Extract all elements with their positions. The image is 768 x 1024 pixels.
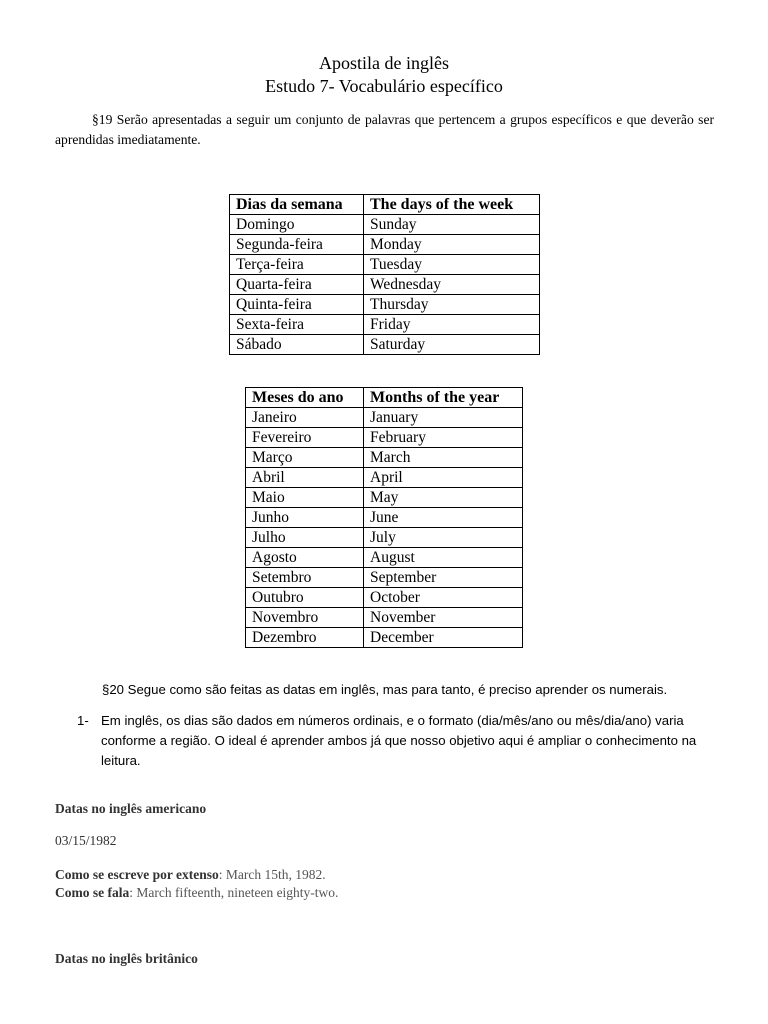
cell-pt: Agosto bbox=[246, 548, 364, 568]
cell-pt: Outubro bbox=[246, 588, 364, 608]
cell-en: November bbox=[364, 608, 523, 628]
cell-en: July bbox=[364, 528, 523, 548]
cell-en: February bbox=[364, 428, 523, 448]
table-row bbox=[246, 428, 523, 448]
cell-en: August bbox=[364, 548, 523, 568]
spoken-form-line bbox=[55, 884, 338, 902]
cell-en: Friday bbox=[364, 315, 540, 335]
cell-en: April bbox=[364, 468, 523, 488]
cell-en: Sunday bbox=[364, 215, 540, 235]
table-row bbox=[246, 488, 523, 508]
cell-pt: Sábado bbox=[230, 335, 364, 355]
table-row bbox=[230, 335, 540, 355]
header-cell-en: The days of the week bbox=[364, 195, 540, 215]
cell-pt: Segunda-feira bbox=[230, 235, 364, 255]
cell-en: Tuesday bbox=[364, 255, 540, 275]
spoken-form-value: : March fifteenth, nineteen eighty-two. bbox=[129, 885, 339, 900]
british-dates-heading: Datas no inglês britânico bbox=[55, 951, 198, 966]
table-header-row bbox=[246, 388, 523, 408]
table-row bbox=[246, 548, 523, 568]
days-of-week-table bbox=[229, 194, 540, 355]
table-row bbox=[246, 588, 523, 608]
cell-pt: Março bbox=[246, 448, 364, 468]
cell-en: Thursday bbox=[364, 295, 540, 315]
table-header-row bbox=[230, 195, 540, 215]
written-form-label: Como se escreve por extenso bbox=[55, 867, 219, 882]
header-cell-pt: Meses do ano bbox=[246, 388, 364, 408]
document-subtitle: Estudo 7- Vocabulário específico bbox=[265, 76, 503, 96]
table-row bbox=[246, 528, 523, 548]
cell-pt: Junho bbox=[246, 508, 364, 528]
written-form-value: : March 15th, 1982. bbox=[218, 867, 326, 882]
spoken-form-label: Como se fala bbox=[55, 885, 130, 900]
paragraph-20: §20 Segue como são feitas as datas em inglês, mas para tanto, é preciso aprender os numerais. bbox=[102, 682, 668, 697]
cell-en: March bbox=[364, 448, 523, 468]
cell-pt: Terça-feira bbox=[230, 255, 364, 275]
list-item-number: 1- bbox=[77, 713, 89, 728]
document-title: Apostila de inglês bbox=[319, 53, 449, 73]
cell-en: Saturday bbox=[364, 335, 540, 355]
cell-en: January bbox=[364, 408, 523, 428]
cell-pt: Abril bbox=[246, 468, 364, 488]
table-row bbox=[246, 608, 523, 628]
cell-en: May bbox=[364, 488, 523, 508]
cell-en: September bbox=[364, 568, 523, 588]
cell-pt: Quarta-feira bbox=[230, 275, 364, 295]
cell-pt: Quinta-feira bbox=[230, 295, 364, 315]
table-row bbox=[246, 628, 523, 648]
table-row bbox=[230, 255, 540, 275]
table-row bbox=[230, 215, 540, 235]
cell-pt: Janeiro bbox=[246, 408, 364, 428]
header-cell-pt: Dias da semana bbox=[230, 195, 364, 215]
months-of-year-table bbox=[245, 387, 523, 648]
table-row bbox=[246, 508, 523, 528]
cell-pt: Sexta-feira bbox=[230, 315, 364, 335]
written-form-line bbox=[55, 866, 326, 884]
cell-pt: Julho bbox=[246, 528, 364, 548]
table-row bbox=[246, 448, 523, 468]
list-item-text: Em inglês, os dias são dados em números ordinais, e o formato (dia/mês/ano ou mês/dia/ano) varia conforme a região. O ideal é aprender ambos já que nosso objetivo aqui é ampliar o conhecimento na leitura. bbox=[101, 713, 697, 768]
cell-en: October bbox=[364, 588, 523, 608]
table-row bbox=[230, 315, 540, 335]
cell-pt: Fevereiro bbox=[246, 428, 364, 448]
cell-pt: Domingo bbox=[230, 215, 364, 235]
table-row bbox=[246, 568, 523, 588]
cell-en: Monday bbox=[364, 235, 540, 255]
cell-pt: Novembro bbox=[246, 608, 364, 628]
cell-en: December bbox=[364, 628, 523, 648]
list-item bbox=[77, 711, 717, 771]
table-row bbox=[246, 408, 523, 428]
cell-en: Wednesday bbox=[364, 275, 540, 295]
table-row bbox=[230, 235, 540, 255]
table-row bbox=[230, 275, 540, 295]
table-row bbox=[246, 468, 523, 488]
american-date-example: 03/15/1982 bbox=[55, 833, 117, 848]
cell-pt: Maio bbox=[246, 488, 364, 508]
cell-en: June bbox=[364, 508, 523, 528]
cell-pt: Setembro bbox=[246, 568, 364, 588]
table-row bbox=[230, 295, 540, 315]
american-dates-heading: Datas no inglês americano bbox=[55, 801, 207, 816]
header-cell-en: Months of the year bbox=[364, 388, 523, 408]
cell-pt: Dezembro bbox=[246, 628, 364, 648]
paragraph-19: §19 Serão apresentadas a seguir um conjunto de palavras que pertencem a grupos específicos e que deverão ser aprendidas imediatamente. bbox=[55, 112, 714, 147]
